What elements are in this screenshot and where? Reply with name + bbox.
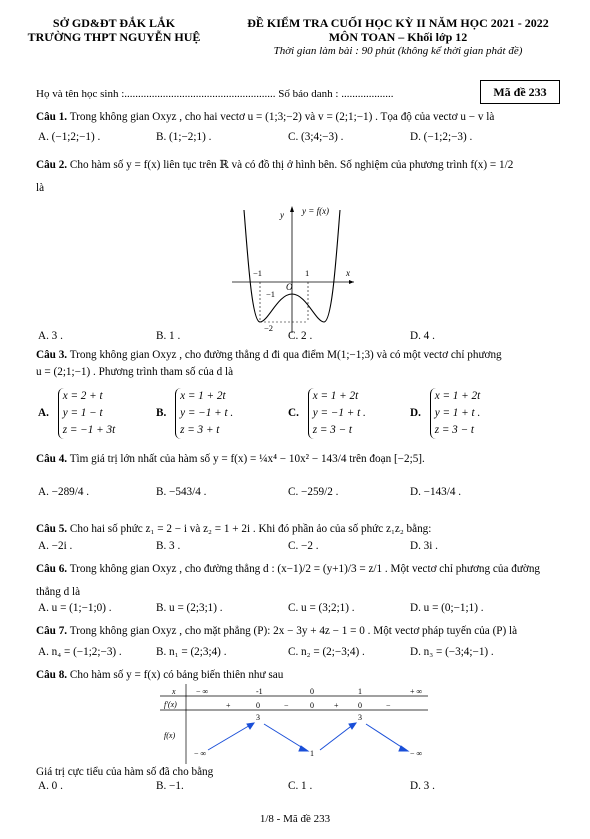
question-label: Câu 7. — [36, 625, 68, 637]
q3-option-c — [288, 388, 366, 439]
q6-option-c: C. u = (3;2;1) . — [288, 602, 355, 614]
question-4 — [36, 452, 554, 466]
subject-line: MÔN TOAN – Khối lớp 12 — [328, 30, 468, 44]
question-7 — [36, 624, 554, 638]
q6-option-d: D. u = (0;−1;1) . — [410, 602, 484, 614]
q1-option-c: C. (3;4;−3) . — [288, 131, 344, 143]
question-2-tail: là — [36, 182, 45, 194]
question-8-line2: Giá trị cực tiểu của hàm số đã cho bằng — [36, 766, 214, 778]
question-text: Trong không gian Oxyz , cho đường thẳng d đi qua điểm M(1;−1;3) và có một vectơ chỉ phương — [69, 349, 502, 361]
page-footer: 1/8 - Mã đề 233 — [259, 813, 331, 825]
exam-code-box: Mã đề 233 — [480, 80, 560, 104]
q2-option-b: B. 1 . — [156, 330, 181, 342]
q3-option-d — [410, 388, 480, 439]
question-label: Câu 2. — [36, 159, 68, 171]
option-label: D. — [410, 407, 421, 420]
question-6 — [36, 562, 554, 576]
question-label: Câu 1. — [36, 111, 68, 123]
question-3 — [36, 348, 554, 362]
q6-option-a: A. u = (1;−1;0) . — [38, 602, 112, 614]
option-label: B. — [156, 407, 167, 420]
q4-option-c: C. −259/2 . — [288, 486, 339, 498]
question-label: Câu 4. — [36, 453, 68, 465]
q8-option-b: B. −1. — [156, 780, 184, 792]
q5-option-b: B. 3 . — [156, 540, 181, 552]
fprime-value: − — [284, 701, 289, 710]
f-value: − ∞ — [194, 749, 207, 758]
system-line: y = 1 − t — [62, 407, 103, 419]
q2-option-a: A. 3 . — [38, 330, 63, 342]
time-line: Thời gian làm bài : 90 phút (không kể thời gian phát đề) — [273, 45, 523, 57]
q5-option-d: D. 3i . — [410, 540, 438, 552]
x-value: + ∞ — [410, 687, 423, 696]
x-value: − ∞ — [196, 687, 209, 696]
question-text: Cho hàm số y = f(x) có bảng biến thiên như sau — [69, 669, 284, 681]
f-value: 1 — [310, 749, 314, 758]
y-axis-label: y — [280, 210, 284, 220]
q6-option-b: B. u = (2;3;1) . — [156, 602, 223, 614]
question-label: Câu 3. — [36, 349, 68, 361]
q4-option-a: A. −289/4 . — [38, 486, 90, 498]
x-row-label: x — [172, 687, 176, 696]
fprime-value: 0 — [358, 701, 362, 710]
q2-option-c: C. 2 . — [288, 330, 313, 342]
question-3-line2: u = (2;1;−1) . Phương trình tham số của d là — [36, 366, 234, 378]
option-label: C. — [288, 407, 299, 420]
system-line: x = 1 + 2t — [434, 390, 481, 402]
x-value: -1 — [256, 687, 263, 696]
question-6-line2: thẳng d là — [36, 586, 81, 598]
q7-option-d: D. n₃ = (−3;4;−1) . — [410, 646, 494, 658]
q1-option-d: D. (−1;2;−3) . — [410, 131, 473, 143]
function-label: y = f(x) — [302, 206, 330, 216]
question-text: Trong không gian Oxyz , cho hai vectơ u = (1;3;−2) và v = (2;1;−1) . Tọa độ của vectơ u − v là — [69, 111, 495, 123]
x-axis-arrow — [349, 280, 354, 284]
q5-option-c: C. −2 . — [288, 540, 319, 552]
x-value: 1 — [358, 687, 362, 696]
system-line: x = 1 + 2t — [312, 390, 359, 402]
system-line: y = 1 + t . — [434, 407, 481, 419]
f-value: − ∞ — [410, 749, 423, 758]
variation-table — [160, 684, 428, 764]
system-line: z = −1 + 3t — [62, 424, 116, 436]
tick-y-neg1: −1 — [266, 289, 276, 299]
q1-option-a: A. (−1;2;−1) . — [38, 131, 101, 143]
question-label: Câu 8. — [36, 669, 68, 681]
variation-arrows — [208, 723, 408, 751]
question-text: Cho hàm số y = f(x) liên tục trên ℝ và có đồ thị ở hình bên. Số nghiệm của phương trình f(x) = 1/2 — [69, 159, 514, 171]
question-label: Câu 6. — [36, 563, 68, 575]
system-line: z = 3 + t — [180, 424, 220, 436]
q1-option-b: B. (1;−2;1) . — [156, 131, 212, 143]
x-axis-label: x — [346, 268, 350, 278]
f-value: 3 — [256, 713, 260, 722]
f-row-label: f(x) — [164, 731, 176, 740]
q8-option-c: C. 1 . — [288, 780, 313, 792]
q7-option-b: B. n₁ = (2;3;4) . — [156, 646, 227, 658]
fprime-value: − — [386, 701, 391, 710]
system-line: x = 1 + 2t — [180, 390, 226, 402]
system-line: y = −1 + t . — [312, 407, 366, 419]
exam-title: ĐỀ KIỂM TRA CUỐI HỌC KỲ II NĂM HỌC 2021 - 2022 — [247, 16, 549, 30]
fprime-value: + — [334, 701, 339, 710]
question-text: Trong không gian Oxyz , cho đường thẳng d : (x−1)/2 = (y+1)/3 = z/1 . Một vectơ chỉ phương của đường — [69, 563, 541, 575]
tick-y-neg2: −2 — [264, 323, 274, 333]
q5-option-a: A. −2i . — [38, 540, 73, 552]
system-line: y = −1 + t . — [180, 407, 234, 419]
department-name: SỞ GD&ĐT ĐẮK LẮK — [52, 16, 176, 30]
fprime-value: 0 — [310, 701, 314, 710]
q7-option-c: C. n₂ = (2;−3;4) . — [288, 646, 365, 658]
function-graph — [228, 200, 358, 335]
system-line: z = 3 − t — [434, 424, 475, 436]
f-value: 3 — [358, 713, 362, 722]
fprime-value: + — [226, 701, 231, 710]
question-1 — [36, 110, 554, 124]
question-2 — [36, 158, 554, 172]
tick-x-neg1: −1 — [253, 268, 263, 278]
q3-option-b — [156, 388, 233, 439]
q8-option-d: D. 3 . — [410, 780, 435, 792]
q7-option-a: A. n₄ = (−1;2;−3) . — [38, 646, 122, 658]
origin-label: O — [286, 282, 293, 292]
q2-option-d: D. 4 . — [410, 330, 435, 342]
tick-x-1: 1 — [305, 268, 310, 278]
q4-option-d: D. −143/4 . — [410, 486, 462, 498]
school-name: TRƯỜNG THPT NGUYỄN HUỆ — [27, 30, 201, 44]
student-info-line: Họ và tên học sinh :....................................................... Số báo danh : ................... — [36, 88, 394, 100]
question-5 — [36, 522, 554, 536]
q4-option-b: B. −543/4 . — [156, 486, 207, 498]
question-text: Trong không gian Oxyz , cho mặt phẳng (P): 2x − 3y + 4z − 1 = 0 . Một vectơ pháp tuyến của (P) là — [69, 625, 518, 637]
fprime-row-label: f'(x) — [164, 700, 177, 709]
system-line: z = 3 − t — [312, 424, 353, 436]
y-axis-arrow — [290, 206, 294, 212]
question-text: Tìm giá trị lớn nhất của hàm số y = f(x) = ¼x⁴ − 10x² − 143/4 trên đoạn [−2;5]. — [69, 453, 425, 465]
question-label: Câu 5. — [36, 523, 68, 535]
question-8 — [36, 668, 554, 682]
option-label: A. — [38, 407, 49, 420]
system-line: x = 2 + t — [62, 390, 103, 402]
question-text: Cho hai số phức z₁ = 2 − i và z₂ = 1 + 2i . Khi đó phần ảo của số phức z₁z₂ bằng: — [69, 523, 432, 535]
q8-option-a: A. 0 . — [38, 780, 63, 792]
x-value: 0 — [310, 687, 314, 696]
fprime-value: 0 — [256, 701, 260, 710]
q3-option-a — [38, 388, 115, 439]
